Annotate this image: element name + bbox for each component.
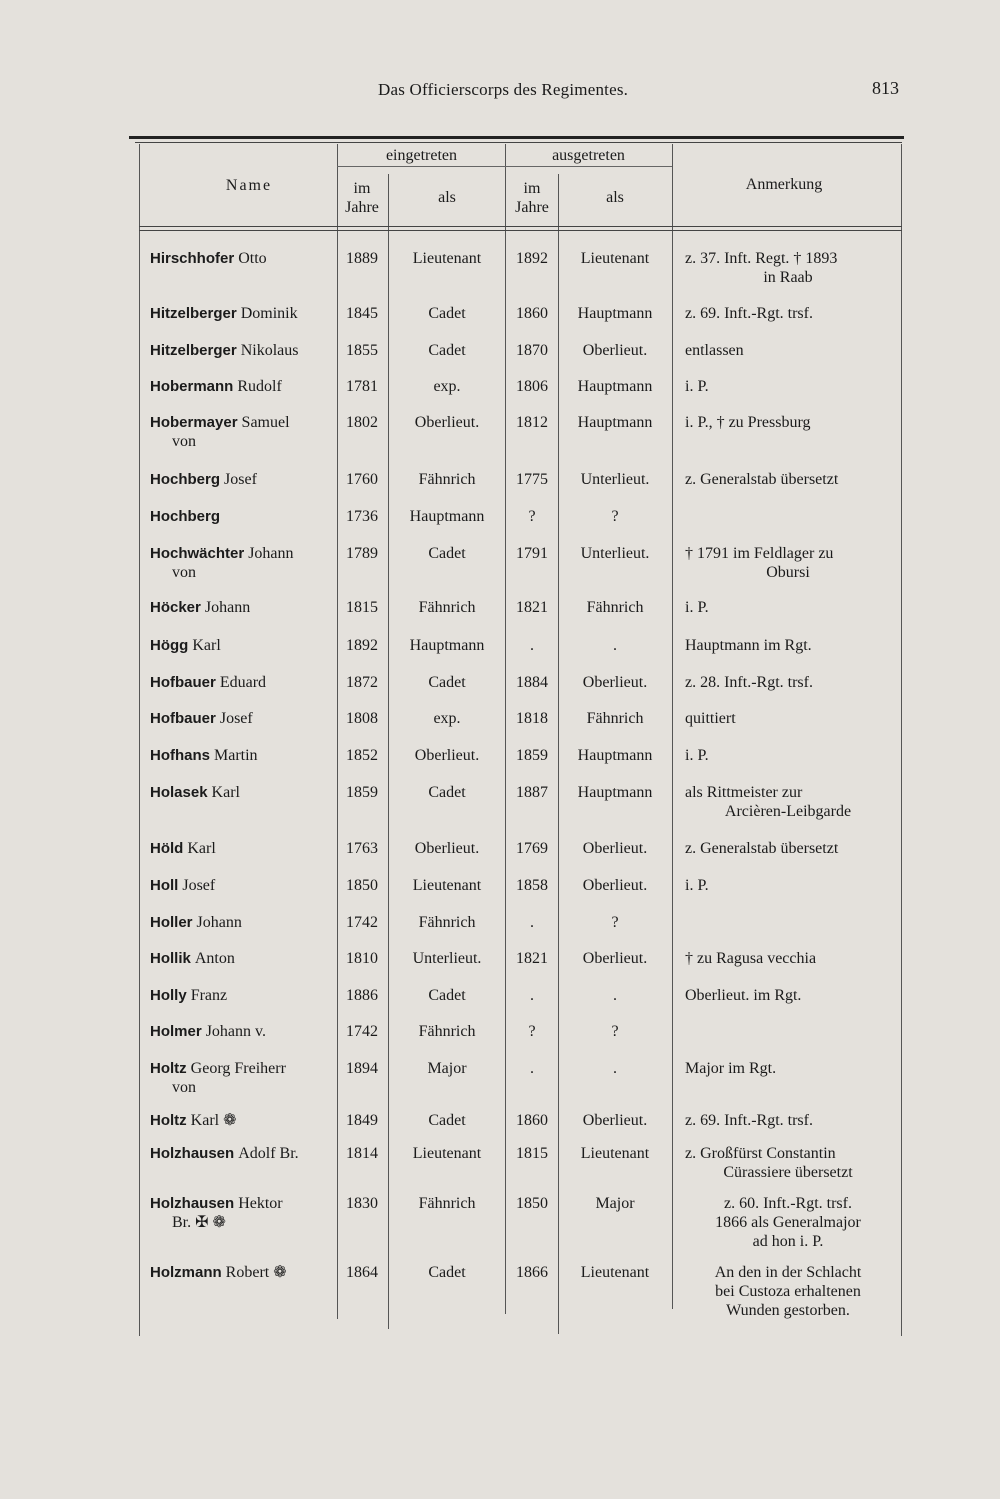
name-cell [150, 341, 340, 360]
entered-year: 1864 [346, 1264, 378, 1281]
surname: Holasek [150, 784, 208, 801]
remark-line-2: in Raab [763, 269, 813, 286]
entered-year: 1850 [346, 877, 378, 894]
remark-line-3: Wunden gestorben. [726, 1302, 850, 1319]
name-suffix: von [172, 564, 196, 581]
remark-cell [685, 876, 891, 895]
left-rank: Unterlieut. [580, 471, 650, 488]
left-year: 1850 [516, 1195, 548, 1212]
entered-rank: Lieutenant [412, 877, 482, 894]
entered-year: 1872 [346, 674, 378, 691]
left-rank: Fähnrich [586, 710, 644, 727]
remark-line: z. 28. Inft.-Rgt. trsf. [685, 674, 813, 691]
remark-line: i. P. [685, 877, 709, 894]
entered-rank: Hauptmann [409, 508, 485, 525]
surname: Hochwächter [150, 545, 245, 562]
left-rank: Lieutenant [580, 1264, 650, 1281]
surname: Holzmann [150, 1264, 222, 1281]
left-rank: Lieutenant [580, 250, 650, 267]
name-cell [150, 1263, 340, 1282]
left-rank: ? [611, 508, 619, 525]
given-name: Samuel [241, 414, 290, 431]
name-cell [150, 249, 340, 268]
name-cell [150, 377, 340, 396]
given-name: Martin [214, 747, 258, 764]
left-year: 1884 [516, 674, 548, 691]
left-rank: ? [611, 914, 619, 931]
given-name: Georg Freiherr [190, 1060, 286, 1077]
given-name: Johann [196, 914, 242, 931]
surname: Holzhausen [150, 1145, 235, 1162]
left-rank: Oberlieut. [582, 877, 648, 894]
header-remark: Anmerkung [745, 176, 823, 193]
remark-cell [685, 746, 891, 765]
left-rank: Oberlieut. [582, 342, 648, 359]
given-name: Rudolf [237, 378, 282, 395]
remark-line: i. P. [685, 747, 709, 764]
left-year: 1821 [516, 599, 548, 616]
left-rank: . [613, 987, 617, 1004]
remark-line: z. Großfürst Constantin [685, 1145, 836, 1162]
left-rank: Hauptmann [577, 784, 653, 801]
name-cell [150, 709, 340, 728]
header-entered: eingetreten [385, 147, 458, 164]
table-top-rule-thin [135, 142, 902, 143]
surname: Hollik [150, 950, 191, 967]
entered-rank: Major [427, 1060, 467, 1077]
left-year: 1858 [516, 877, 548, 894]
surname: Hofhans [150, 747, 210, 764]
header-entered-year: im Jahre [345, 180, 379, 216]
header-subrule [505, 166, 672, 167]
header-left: ausgetreten [552, 147, 625, 164]
remark-cell [685, 598, 891, 617]
given-name: Dominik [240, 305, 298, 322]
header-bottom-rule-2 [139, 230, 902, 231]
left-rank: Major [595, 1195, 635, 1212]
remark-line: Oberlieut. im Rgt. [685, 987, 802, 1004]
name-cell [150, 746, 340, 765]
entered-rank: Unterlieut. [412, 950, 482, 967]
remark-line: z. 69. Inft.-Rgt. trsf. [685, 305, 813, 322]
entered-year: 1886 [346, 987, 378, 1004]
running-head [0, 76, 1000, 104]
entered-year: 1849 [346, 1112, 378, 1129]
remark-line: i. P. [685, 378, 709, 395]
surname: Holmer [150, 1023, 202, 1040]
column-line [139, 144, 140, 1336]
entered-rank: Cadet [428, 545, 466, 562]
remark-cell [685, 341, 891, 360]
header-name: Name [225, 177, 273, 194]
officer-table [139, 136, 902, 1336]
remark-cell [685, 377, 891, 396]
entered-year: 1852 [346, 747, 378, 764]
entered-rank: Lieutenant [412, 250, 482, 267]
left-year: 1821 [516, 950, 548, 967]
entered-year: 1859 [346, 784, 378, 801]
remark-line-2: Obursi [766, 564, 810, 581]
entered-rank: Fähnrich [418, 1023, 476, 1040]
header-bottom-rule [139, 226, 902, 227]
left-year: 1806 [516, 378, 548, 395]
remark-line: z. Generalstab übersetzt [685, 840, 839, 857]
left-year: 1860 [516, 1112, 548, 1129]
remark-line: z. 37. Inft. Regt. † 1893 [685, 250, 838, 267]
left-year: 1812 [516, 414, 548, 431]
entered-year: 1802 [346, 414, 378, 431]
entered-year: 1814 [346, 1145, 378, 1162]
name-cell [150, 544, 340, 582]
remark-cell [685, 470, 891, 489]
given-name: Johann [204, 599, 251, 616]
name-cell [150, 839, 340, 858]
entered-rank: Fähnrich [418, 914, 476, 931]
surname: Hochberg [150, 471, 221, 488]
remark-line: entlassen [685, 342, 744, 359]
left-year: 1860 [516, 305, 548, 322]
remark-line-2: bei Custoza erhaltenen [715, 1283, 861, 1300]
entered-rank: exp. [433, 710, 461, 727]
name-cell [150, 876, 340, 895]
given-name: Josef [182, 877, 216, 894]
left-rank: Oberlieut. [582, 1112, 648, 1129]
left-rank: Fähnrich [586, 599, 644, 616]
entered-rank: Fähnrich [418, 1195, 476, 1212]
given-name: Karl [211, 784, 240, 801]
left-year: . [530, 1060, 534, 1077]
entered-rank: Cadet [428, 674, 466, 691]
left-year: 1791 [516, 545, 548, 562]
name-cell [150, 636, 340, 655]
remark-line: An den in der Schlacht [714, 1264, 862, 1281]
remark-cell [685, 1263, 891, 1320]
name-cell [150, 304, 340, 323]
remark-line: z. 69. Inft.-Rgt. trsf. [685, 1112, 813, 1129]
remark-line: † 1791 im Feldlager zu [685, 545, 834, 562]
surname: Hitzelberger [150, 305, 237, 322]
entered-year: 1789 [346, 545, 378, 562]
given-name: Adolf Br. [238, 1145, 299, 1162]
remark-cell [685, 1194, 891, 1251]
remark-line: z. 60. Inft.-Rgt. trsf. [724, 1195, 852, 1212]
name-cell [150, 1111, 340, 1130]
given-name: Johann v. [205, 1023, 266, 1040]
left-rank: Oberlieut. [582, 674, 648, 691]
left-rank: Hauptmann [577, 414, 653, 431]
given-name: Hektor [238, 1195, 283, 1212]
left-rank: Oberlieut. [582, 950, 648, 967]
entered-rank: Fähnrich [418, 599, 476, 616]
entered-rank: Hauptmann [409, 637, 485, 654]
remark-cell [685, 413, 891, 432]
header-subrule [337, 166, 505, 167]
given-name: Franz [190, 987, 228, 1004]
name-cell [150, 1144, 340, 1163]
entered-year: 1892 [346, 637, 378, 654]
surname: Holtz [150, 1112, 187, 1129]
surname: Hofbauer [150, 710, 216, 727]
entered-year: 1889 [346, 250, 378, 267]
entered-year: 1763 [346, 840, 378, 857]
remark-line: Hauptmann im Rgt. [685, 637, 812, 654]
name-cell [150, 507, 340, 526]
table-top-rule [129, 136, 904, 139]
left-year: 1815 [516, 1145, 548, 1162]
name-suffix: von [172, 1079, 196, 1096]
surname: Hofbauer [150, 674, 216, 691]
remark-line-2: 1866 als Generalmajor [715, 1214, 861, 1231]
remark-line: † zu Ragusa vecchia [685, 950, 817, 967]
entered-rank: Cadet [428, 1264, 466, 1281]
remark-line: als Rittmeister zur [685, 784, 803, 801]
entered-year: 1760 [346, 471, 378, 488]
given-name: Karl [187, 840, 216, 857]
entered-rank: Oberlieut. [414, 414, 480, 431]
name-cell [150, 673, 340, 692]
remark-line: i. P., † zu Pressburg [685, 414, 811, 431]
surname: Holzhausen [150, 1195, 235, 1212]
left-rank: Hauptmann [577, 378, 653, 395]
remark-cell [685, 1059, 891, 1078]
entered-year: 1855 [346, 342, 378, 359]
entered-rank: Oberlieut. [414, 840, 480, 857]
entered-rank: Cadet [428, 1112, 466, 1129]
remark-cell [685, 249, 891, 287]
remark-cell [685, 544, 891, 582]
entered-year: 1742 [346, 914, 378, 931]
surname: Högg [150, 637, 189, 654]
entered-rank: Cadet [428, 784, 466, 801]
entered-year: 1815 [346, 599, 378, 616]
left-year: 1892 [516, 250, 548, 267]
left-year: 1859 [516, 747, 548, 764]
surname: Höld [150, 840, 184, 857]
left-rank: . [613, 637, 617, 654]
left-year: . [530, 637, 534, 654]
header-left-as: als [606, 189, 624, 206]
surname: Holtz [150, 1060, 187, 1077]
surname: Holly [150, 987, 187, 1004]
name-cell [150, 783, 340, 802]
surname: Hirschhofer [150, 250, 235, 267]
given-name: Otto [238, 250, 267, 267]
left-rank: Hauptmann [577, 747, 653, 764]
surname: Hochberg [150, 508, 221, 525]
entered-year: 1781 [346, 378, 378, 395]
given-name: Karl ❁ [190, 1112, 237, 1129]
remark-line-2: Arcièren-Leibgarde [724, 803, 852, 820]
entered-rank: exp. [433, 378, 461, 395]
given-name: Karl [192, 637, 221, 654]
remark-cell [685, 304, 891, 323]
left-year: 1775 [516, 471, 548, 488]
name-suffix: von [172, 433, 196, 450]
remark-cell [685, 783, 891, 821]
surname: Höcker [150, 599, 201, 616]
remark-line-2: Cürassiere übersetzt [723, 1164, 853, 1181]
name-cell [150, 986, 340, 1005]
entered-rank: Cadet [428, 987, 466, 1004]
name-cell [150, 1022, 340, 1041]
left-rank: Oberlieut. [582, 840, 648, 857]
remark-line: quittiert [685, 710, 736, 727]
remark-cell [685, 986, 891, 1005]
given-name: Johann [248, 545, 294, 562]
remark-line: i. P. [685, 599, 709, 616]
entered-year: 1808 [346, 710, 378, 727]
entered-year: 1894 [346, 1060, 378, 1077]
left-year: . [530, 914, 534, 931]
left-rank: . [613, 1060, 617, 1077]
entered-year: 1742 [346, 1023, 378, 1040]
column-line [672, 144, 673, 1309]
left-year: 1887 [516, 784, 548, 801]
remark-cell [685, 1111, 891, 1130]
page-number: 813 [872, 78, 899, 98]
surname: Hitzelberger [150, 342, 237, 359]
name-suffix: Br. ✠ ❁ [172, 1214, 226, 1231]
remark-cell [685, 636, 891, 655]
entered-rank: Cadet [428, 305, 466, 322]
remark-cell [685, 673, 891, 692]
surname: Hobermayer [150, 414, 238, 431]
given-name: Nikolaus [240, 342, 299, 359]
entered-year: 1830 [346, 1195, 378, 1212]
remark-line-3: ad hon i. P. [752, 1233, 824, 1250]
name-cell [150, 413, 340, 451]
surname: Holler [150, 914, 193, 931]
name-cell [150, 1194, 340, 1232]
left-year: ? [528, 508, 536, 525]
surname: Hobermann [150, 378, 234, 395]
column-line [901, 144, 902, 1336]
entered-year: 1845 [346, 305, 378, 322]
header-left-year: im Jahre [515, 180, 549, 216]
entered-year: 1810 [346, 950, 378, 967]
given-name: Eduard [219, 674, 267, 691]
surname: Holl [150, 877, 179, 894]
left-rank: Lieutenant [580, 1145, 650, 1162]
name-cell [150, 470, 340, 489]
remark-cell [685, 839, 891, 858]
remark-cell [685, 1144, 891, 1182]
left-year: . [530, 987, 534, 1004]
given-name: Robert ❁ [225, 1264, 287, 1281]
entered-rank: Oberlieut. [414, 747, 480, 764]
given-name: Josef [224, 471, 257, 488]
entered-rank: Cadet [428, 342, 466, 359]
left-rank: Hauptmann [577, 305, 653, 322]
left-rank: Unterlieut. [580, 545, 650, 562]
entered-year: 1736 [346, 508, 378, 525]
left-rank: ? [611, 1023, 619, 1040]
running-head-title: Das Officierscorps des Regimentes. [378, 80, 629, 99]
name-cell [150, 913, 340, 932]
left-year: ? [528, 1023, 536, 1040]
name-cell [150, 598, 340, 617]
entered-rank: Fähnrich [418, 471, 476, 488]
remark-cell [685, 709, 891, 728]
given-name: Josef [219, 710, 253, 727]
remark-cell [685, 949, 891, 968]
remark-line: z. Generalstab übersetzt [685, 471, 839, 488]
left-year: 1818 [516, 710, 548, 727]
remark-line: Major im Rgt. [685, 1060, 777, 1077]
left-year: 1769 [516, 840, 548, 857]
entered-rank: Lieutenant [412, 1145, 482, 1162]
name-cell [150, 1059, 340, 1097]
left-year: 1870 [516, 342, 548, 359]
name-cell [150, 949, 340, 968]
header-entered-as: als [438, 189, 456, 206]
given-name: Anton [194, 950, 235, 967]
left-year: 1866 [516, 1264, 548, 1281]
